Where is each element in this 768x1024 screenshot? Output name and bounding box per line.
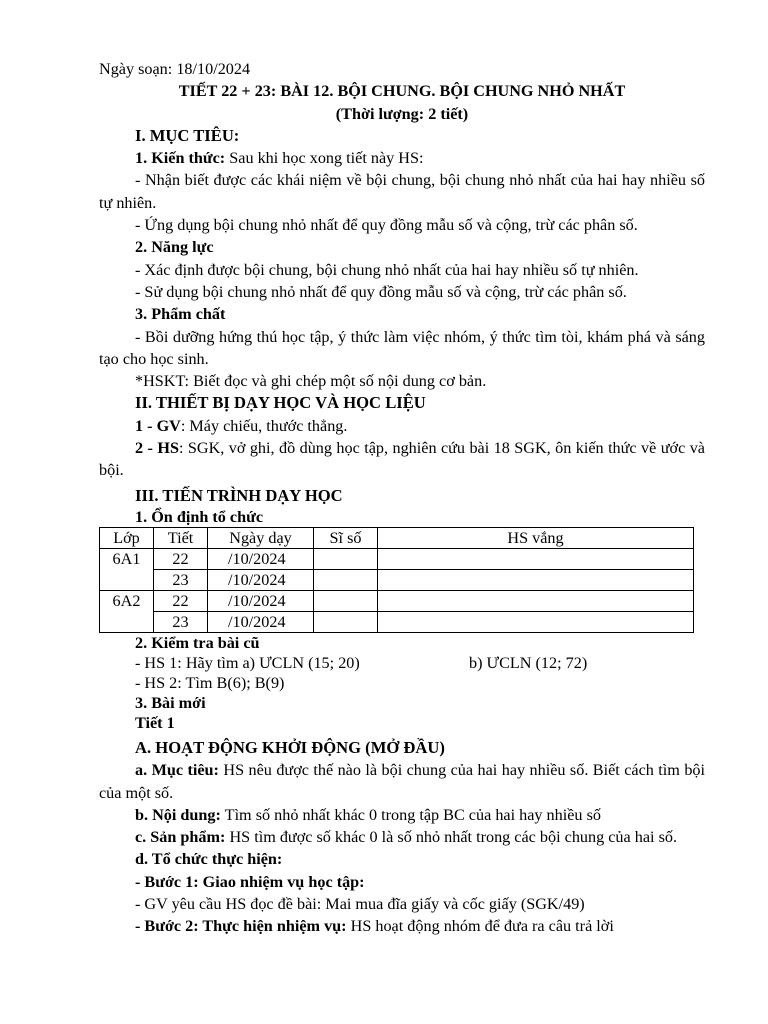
goal-text: HS nêu được thế nào là bội chung của hai hay nhiều số. Biết cách tìm bội của một số. (99, 761, 705, 802)
objectives-heading (99, 125, 705, 147)
step1-label: - Bước 1: Giao nhiệm vụ học tập: (135, 872, 365, 891)
class-cell: 6A1 (100, 548, 154, 590)
step2-line (99, 915, 705, 937)
step1-text: - GV yêu cầu HS đọc đề bài: Mai mua đĩa giấy và cốc giấy (SGK/49) (135, 895, 585, 914)
gv-text: : Máy chiếu, thước thẳng. (180, 416, 348, 435)
count-cell (314, 569, 378, 590)
document-page (99, 58, 705, 938)
date-cell: /10/2024 (208, 548, 314, 569)
activity-heading: A. HOẠT ĐỘNG KHỞI ĐỘNG (MỞ ĐẦU) (135, 737, 445, 757)
knowledge-line (99, 147, 705, 169)
count-cell (314, 590, 378, 611)
goal-para (99, 759, 705, 804)
knowledge-text: Sau khi học xong tiết này HS: (225, 149, 424, 168)
step2-label: - Bước 2: Thực hiện nhiệm vụ: (135, 917, 347, 936)
quality-item-1: - Bồi dưỡng hứng thú học tập, ý thức làm việc nhóm, ý thức tìm tòi, khám phá và sáng tạo cho học sinh. (99, 327, 705, 368)
period-label: Tiết 1 (135, 713, 175, 732)
count-cell (314, 548, 378, 569)
hs-label: 2 - HS (135, 439, 179, 458)
hskt-note: *HSKT: Biết đọc và ghi chép một số nội dung cơ bản. (135, 372, 487, 391)
absent-cell (378, 590, 694, 611)
product-label: c. Sản phẩm: (135, 828, 226, 847)
table-row (100, 590, 694, 611)
org-label: d. Tổ chức thực hiện: (135, 850, 283, 869)
product-text: HS tìm được số khác 0 là số nhỏ nhất trong các bội chung của hai số. (225, 828, 678, 847)
header-cell-count: Sĩ số (314, 527, 378, 548)
product-para (99, 826, 705, 848)
equipment-gv (99, 415, 705, 437)
knowledge-label: 1. Kiến thức: (135, 149, 226, 168)
process-heading: III. TIẾN TRÌNH DẠY HỌC (135, 485, 343, 505)
header-cell-absent: HS vắng (378, 527, 694, 548)
date-cell: /10/2024 (208, 590, 314, 611)
period-cell: 23 (154, 569, 208, 590)
lesson-duration: (Thời lượng: 2 tiết) (335, 104, 469, 123)
prep-date: Ngày soạn: 18/10/2024 (99, 60, 251, 78)
table-row (100, 548, 694, 569)
knowledge-item-2: - Ứng dụng bội chung nhỏ nhất để quy đồng mẫu số và cộng, trừ các phân số. (135, 216, 638, 235)
period-cell: 23 (154, 611, 208, 632)
check-hs1-a: - HS 1: Hãy tìm a) ƯCLN (15; 20) (135, 653, 360, 672)
period-cell: 22 (154, 548, 208, 569)
absent-cell (378, 548, 694, 569)
step2-text: HS hoạt động nhóm để đưa ra câu trả lời (346, 917, 614, 936)
check-hs1-b: b) ƯCLN (12; 72) (469, 653, 588, 672)
ability-label: 2. Năng lực (135, 238, 214, 257)
new-lesson-label: 3. Bài mới (135, 693, 206, 712)
equipment-heading: II. THIẾT BỊ DẠY HỌC VÀ HỌC LIỆU (135, 393, 426, 413)
check-hs2: - HS 2: Tìm B(6); B(9) (135, 673, 285, 692)
goal-label: a. Mục tiêu: (135, 761, 219, 780)
absent-cell (378, 611, 694, 632)
gv-label: 1 - GV (135, 416, 181, 435)
absent-cell (378, 569, 694, 590)
table-row (100, 611, 694, 632)
period-cell: 22 (154, 590, 208, 611)
objectives-heading-text: I. MỤC TIÊU: (135, 125, 240, 145)
check-label: 2. Kiểm tra bài cũ (135, 633, 260, 652)
date-cell: /10/2024 (208, 611, 314, 632)
attendance-table (99, 527, 694, 633)
ability-item-1: - Xác định được bội chung, bội chung nhỏ nhất của hai hay nhiều số tự nhiên. (135, 260, 639, 279)
equipment-hs (99, 437, 705, 482)
header-cell-date: Ngày dạy (208, 527, 314, 548)
count-cell (314, 611, 378, 632)
date-cell: /10/2024 (208, 569, 314, 590)
class-cell: 6A2 (100, 590, 154, 632)
content-line (99, 804, 705, 826)
table-row (100, 569, 694, 590)
lesson-title: TIẾT 22 + 23: BÀI 12. BỘI CHUNG. BỘI CHUNG NHỎ NHẤT (178, 82, 626, 101)
header-cell-class: Lớp (100, 527, 154, 548)
table-header-row (100, 527, 694, 548)
quality-label: 3. Phẩm chất (135, 305, 226, 324)
content-text: Tìm số nhỏ nhất khác 0 trong tập BC của hai hay nhiều số (220, 805, 601, 824)
header-cell-period: Tiết (154, 527, 208, 548)
content-label: b. Nội dung: (135, 805, 221, 824)
ability-item-2: - Sử dụng bội chung nhỏ nhất để quy đồng mẫu số và cộng, trừ các phân số. (135, 282, 627, 301)
organize-label: 1. Ổn định tổ chức (135, 507, 263, 526)
hs-text: : SGK, vở ghi, đồ dùng học tập, nghiên cứu bài 18 SGK, ôn kiến thức về ước và bội. (99, 439, 705, 480)
knowledge-item-1: - Nhận biết được các khái niệm về bội chung, bội chung nhỏ nhất của hai hay nhiều số tự nhiên. (99, 171, 705, 212)
check-hs1-line (99, 653, 705, 673)
